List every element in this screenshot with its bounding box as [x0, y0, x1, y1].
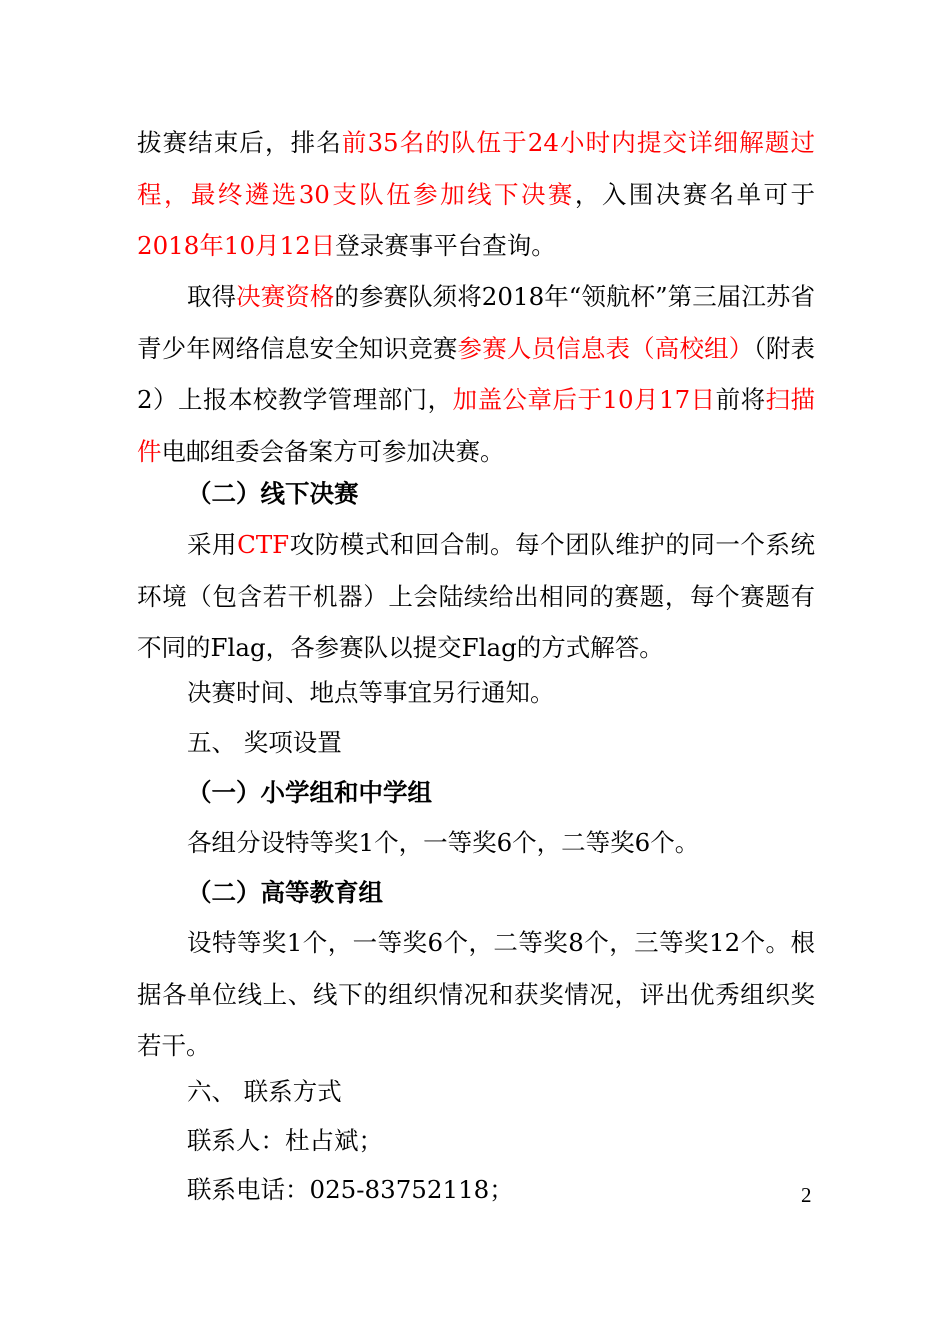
text-run: ，入围决赛名单可于 — [574, 179, 815, 209]
highlighted-date: 2018年10月12日 — [137, 231, 336, 260]
text-run: 取得 — [187, 282, 237, 311]
section-heading-contact: 六、 联系方式 — [187, 1077, 342, 1106]
highlighted-text: 扫描件 — [137, 385, 816, 466]
contact-person: 联系人：杜占斌； — [187, 1126, 383, 1155]
paragraph-qualifier-results — [137, 117, 815, 272]
text-run: 采用 — [187, 530, 238, 559]
paragraph-final-qualification — [137, 271, 815, 477]
text-run: 拔赛结束后，排名 — [137, 128, 342, 157]
paragraph-awards-higher-education: 设特等奖1个，一等奖6个，二等奖8个，三等奖12个。根据各单位线上、线下的组织情况和获奖情况，评出优秀组织奖若干。 — [137, 928, 815, 1060]
text-run: 登录赛事平台查询。 — [335, 231, 556, 260]
highlighted-text: CTF — [237, 530, 290, 559]
section-heading-awards: 五、 奖项设置 — [187, 728, 342, 757]
text-run: 攻防模式和回合制。每个团队维护的同一个系统环境（包含若干机器）上会陆续给出相同的赛题，每个赛题有不同的Flag，各参赛队以提交Flag的方式解答。 — [137, 530, 816, 662]
highlighted-text: 决赛资格 — [236, 282, 335, 311]
text-run: 电邮组委会备案方可参加决赛。 — [161, 436, 505, 466]
highlighted-text: 参赛人员信息表（高校组） — [457, 333, 754, 363]
paragraph-awards-primary-secondary: 各组分设特等奖1个，一等奖6个，二等奖6个。 — [187, 828, 700, 857]
paragraph-ctf-format — [137, 519, 815, 674]
text-run: 前将 — [715, 385, 766, 414]
subheading-primary-secondary: （一）小学组和中学组 — [187, 778, 432, 807]
text-run: （附表2）上报本校教学管理部门， — [137, 333, 816, 414]
section-heading-offline-final: （二）线下决赛 — [187, 479, 359, 508]
page-number: 2 — [801, 1183, 812, 1207]
paragraph-final-notice: 决赛时间、地点等事宜另行通知。 — [187, 678, 555, 707]
highlighted-date: 加盖公章后于10月17日 — [452, 385, 716, 414]
subheading-higher-education: （二）高等教育组 — [187, 878, 383, 907]
contact-phone: 联系电话：025-83752118； — [187, 1175, 514, 1204]
highlighted-text: 前35名的队伍于24小时内提交详细解题过程，最终遴选30支队伍参加线下决赛 — [137, 128, 816, 209]
text-run: 的参赛队须将2018年“领航杯”第三届江苏省青少年网络信息安全知识竞赛 — [137, 282, 816, 363]
